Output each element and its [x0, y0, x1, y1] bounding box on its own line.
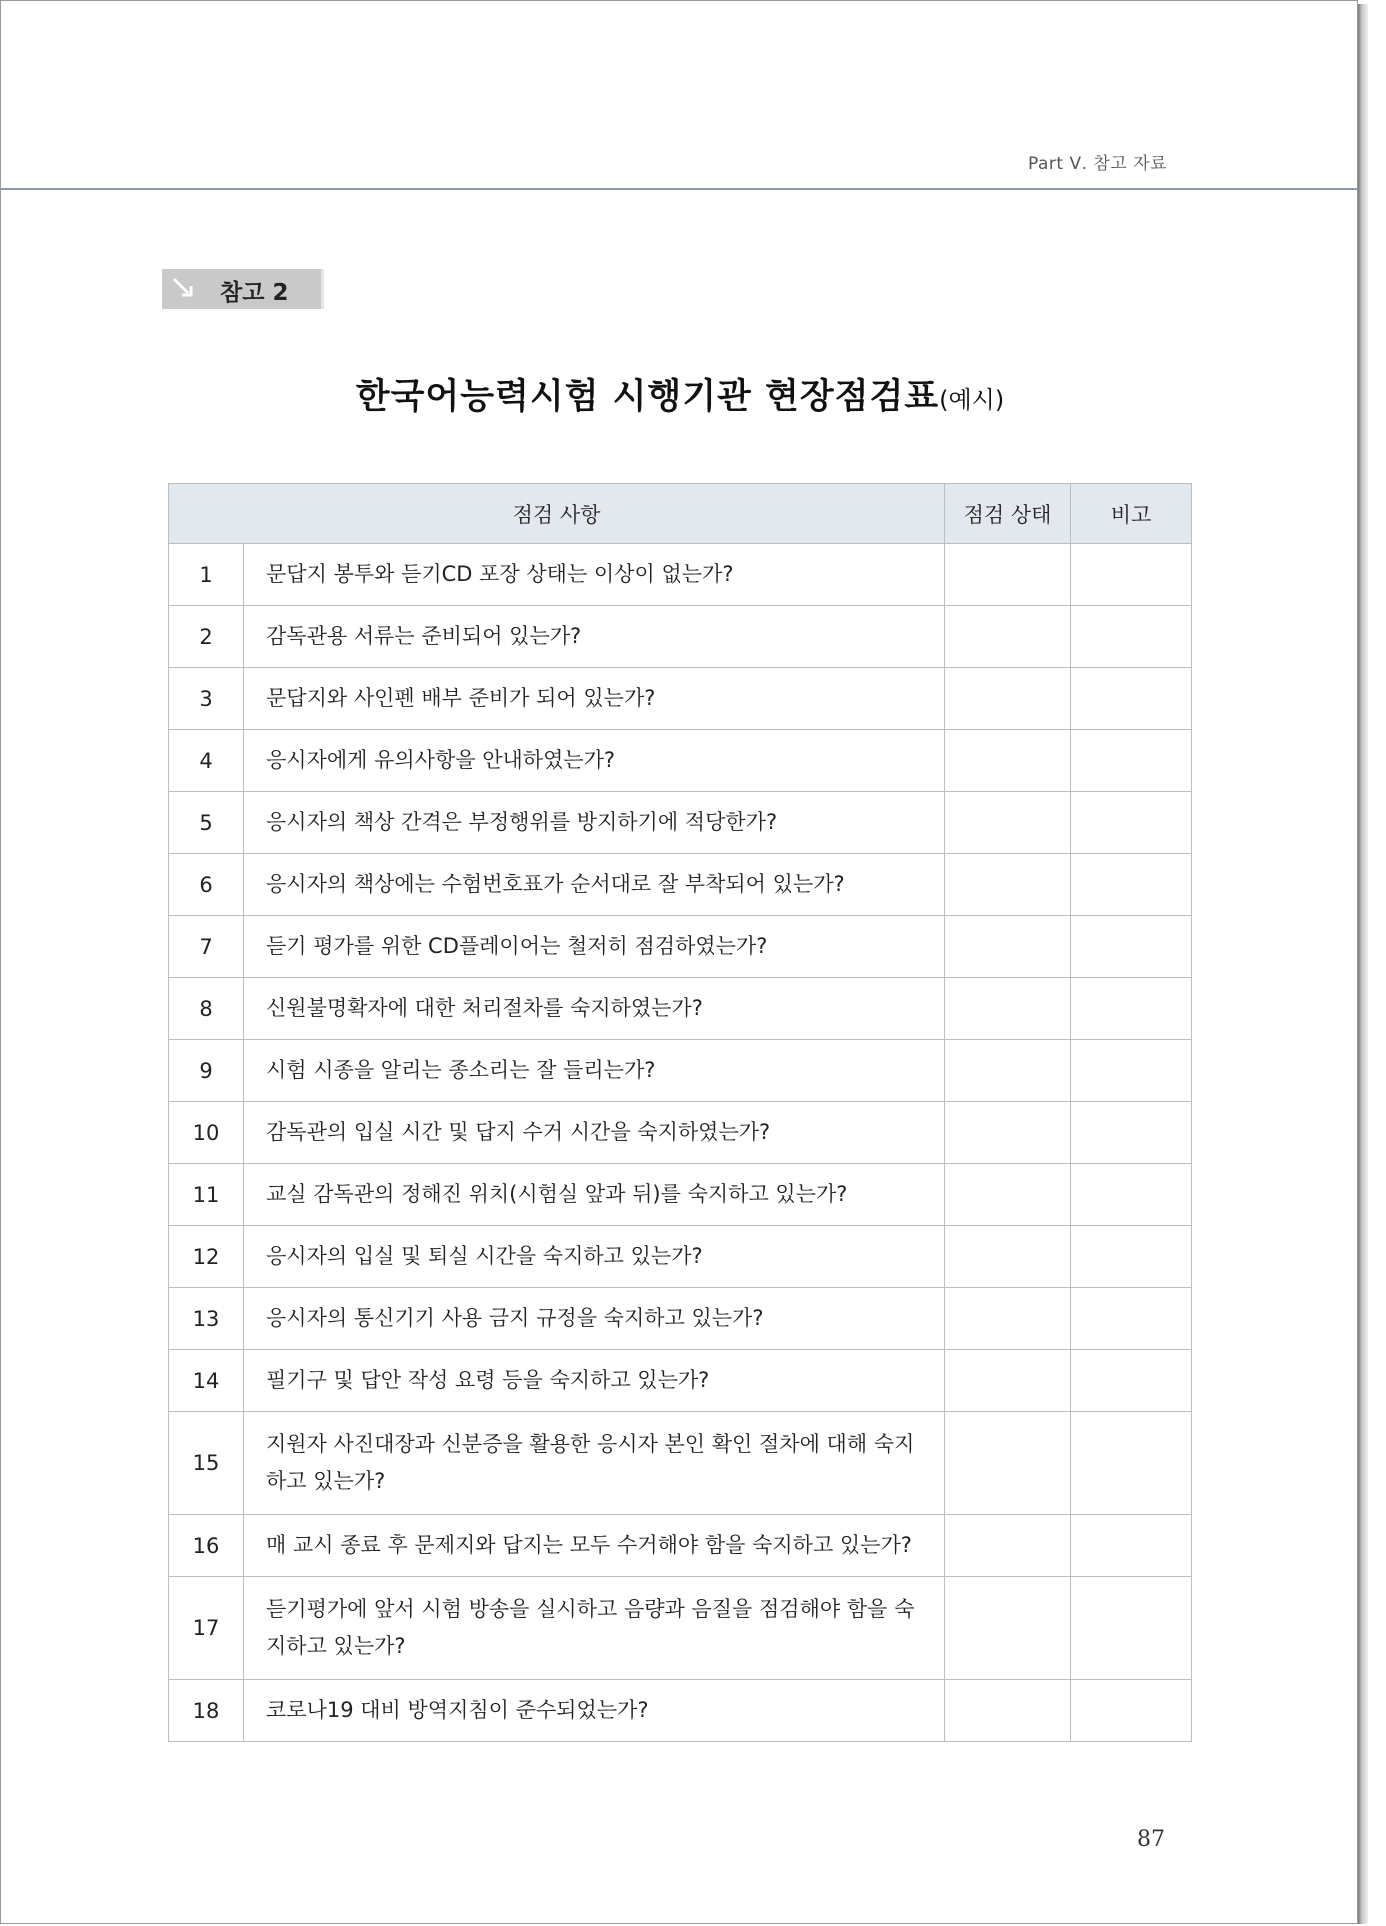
row-check-item: 응시자의 통신기기 사용 금지 규정을 숙지하고 있는가? — [244, 1288, 945, 1350]
row-status-cell[interactable] — [945, 916, 1071, 978]
row-note-cell[interactable] — [1071, 978, 1192, 1040]
table-row — [169, 730, 1192, 792]
reference-label-text: 참고 2 — [220, 280, 289, 306]
table-row — [169, 1288, 1192, 1350]
row-number: 13 — [169, 1288, 244, 1350]
checklist-table — [168, 483, 1192, 1742]
row-check-item: 코로나19 대비 방역지침이 준수되었는가? — [244, 1680, 945, 1742]
row-number: 3 — [169, 668, 244, 730]
page-edge-shadow — [1358, 4, 1368, 1924]
table-row — [169, 668, 1192, 730]
table-row — [169, 916, 1192, 978]
row-status-cell[interactable] — [945, 978, 1071, 1040]
row-check-item: 응시자의 입실 및 퇴실 시간을 숙지하고 있는가? — [244, 1226, 945, 1288]
table-row — [169, 978, 1192, 1040]
row-status-cell[interactable] — [945, 1680, 1071, 1742]
row-status-cell[interactable] — [945, 1577, 1071, 1680]
row-number: 1 — [169, 544, 244, 606]
row-note-cell[interactable] — [1071, 668, 1192, 730]
row-status-cell[interactable] — [945, 1288, 1071, 1350]
reference-label — [162, 269, 324, 309]
row-number: 12 — [169, 1226, 244, 1288]
row-note-cell[interactable] — [1071, 792, 1192, 854]
row-note-cell[interactable] — [1071, 854, 1192, 916]
row-note-cell[interactable] — [1071, 1164, 1192, 1226]
row-check-item: 신원불명확자에 대한 처리절차를 숙지하였는가? — [244, 978, 945, 1040]
table-header-row — [169, 484, 1192, 544]
row-check-item: 매 교시 종료 후 문제지와 답지는 모두 수거해야 함을 숙지하고 있는가? — [244, 1515, 945, 1577]
document-title — [1, 369, 1359, 419]
row-number: 6 — [169, 854, 244, 916]
row-status-cell[interactable] — [945, 792, 1071, 854]
row-note-cell[interactable] — [1071, 1226, 1192, 1288]
row-note-cell[interactable] — [1071, 544, 1192, 606]
row-note-cell[interactable] — [1071, 1680, 1192, 1742]
row-status-cell[interactable] — [945, 1164, 1071, 1226]
table-row — [169, 544, 1192, 606]
row-check-item: 응시자의 책상 간격은 부정행위를 방지하기에 적당한가? — [244, 792, 945, 854]
table-row — [169, 1040, 1192, 1102]
table-row — [169, 1412, 1192, 1515]
row-status-cell[interactable] — [945, 668, 1071, 730]
row-status-cell[interactable] — [945, 1350, 1071, 1412]
row-number: 17 — [169, 1577, 244, 1680]
table-row — [169, 1102, 1192, 1164]
table-row — [169, 1226, 1192, 1288]
row-note-cell[interactable] — [1071, 1515, 1192, 1577]
row-check-item: 듣기평가에 앞서 시험 방송을 실시하고 음량과 음질을 점검해야 함을 숙지하고 있는가? — [244, 1577, 945, 1680]
row-status-cell[interactable] — [945, 1412, 1071, 1515]
row-note-cell[interactable] — [1071, 1040, 1192, 1102]
row-number: 11 — [169, 1164, 244, 1226]
row-status-cell[interactable] — [945, 544, 1071, 606]
table-row — [169, 1515, 1192, 1577]
row-check-item: 듣기 평가를 위한 CD플레이어는 철저히 점검하였는가? — [244, 916, 945, 978]
row-number: 14 — [169, 1350, 244, 1412]
row-note-cell[interactable] — [1071, 916, 1192, 978]
row-number: 18 — [169, 1680, 244, 1742]
header-rule — [1, 188, 1363, 190]
corner-arrow-icon — [172, 277, 194, 299]
table-row — [169, 1680, 1192, 1742]
row-status-cell[interactable] — [945, 730, 1071, 792]
row-check-item: 문답지와 사인펜 배부 준비가 되어 있는가? — [244, 668, 945, 730]
row-number: 16 — [169, 1515, 244, 1577]
row-number: 2 — [169, 606, 244, 668]
row-check-item: 시험 시종을 알리는 종소리는 잘 들리는가? — [244, 1040, 945, 1102]
document-title-suffix: (예시) — [939, 386, 1005, 414]
table-row — [169, 1164, 1192, 1226]
row-note-cell[interactable] — [1071, 1288, 1192, 1350]
row-note-cell[interactable] — [1071, 1350, 1192, 1412]
table-row — [169, 854, 1192, 916]
row-number: 8 — [169, 978, 244, 1040]
row-number: 10 — [169, 1102, 244, 1164]
row-number: 15 — [169, 1412, 244, 1515]
table-row — [169, 792, 1192, 854]
row-check-item: 감독관용 서류는 준비되어 있는가? — [244, 606, 945, 668]
table-row — [169, 1577, 1192, 1680]
row-check-item: 문답지 봉투와 듣기CD 포장 상태는 이상이 없는가? — [244, 544, 945, 606]
row-note-cell[interactable] — [1071, 1577, 1192, 1680]
row-status-cell[interactable] — [945, 1102, 1071, 1164]
row-note-cell[interactable] — [1071, 606, 1192, 668]
table-row — [169, 606, 1192, 668]
row-note-cell[interactable] — [1071, 730, 1192, 792]
page-number: 87 — [1137, 1827, 1165, 1852]
row-status-cell[interactable] — [945, 1040, 1071, 1102]
row-status-cell[interactable] — [945, 854, 1071, 916]
running-head: Part Ⅴ. 참고 자료 — [1028, 154, 1167, 174]
row-check-item: 감독관의 입실 시간 및 답지 수거 시간을 숙지하였는가? — [244, 1102, 945, 1164]
row-status-cell[interactable] — [945, 1515, 1071, 1577]
row-note-cell[interactable] — [1071, 1412, 1192, 1515]
row-check-item: 응시자에게 유의사항을 안내하였는가? — [244, 730, 945, 792]
row-number: 4 — [169, 730, 244, 792]
row-status-cell[interactable] — [945, 1226, 1071, 1288]
document-title-main: 한국어능력시험 시행기관 현장점검표 — [355, 377, 940, 417]
row-check-item: 교실 감독관의 정해진 위치(시험실 앞과 뒤)를 숙지하고 있는가? — [244, 1164, 945, 1226]
header-check-item: 점검 사항 — [169, 484, 945, 544]
row-status-cell[interactable] — [945, 606, 1071, 668]
table-row — [169, 1350, 1192, 1412]
header-note: 비고 — [1071, 484, 1192, 544]
row-check-item: 필기구 및 답안 작성 요령 등을 숙지하고 있는가? — [244, 1350, 945, 1412]
header-check-status: 점검 상태 — [945, 484, 1071, 544]
row-number: 9 — [169, 1040, 244, 1102]
row-number: 5 — [169, 792, 244, 854]
row-note-cell[interactable] — [1071, 1102, 1192, 1164]
row-number: 7 — [169, 916, 244, 978]
row-check-item: 지원자 사진대장과 신분증을 활용한 응시자 본인 확인 절차에 대해 숙지하고 있는가? — [244, 1412, 945, 1515]
row-check-item: 응시자의 책상에는 수험번호표가 순서대로 잘 부착되어 있는가? — [244, 854, 945, 916]
